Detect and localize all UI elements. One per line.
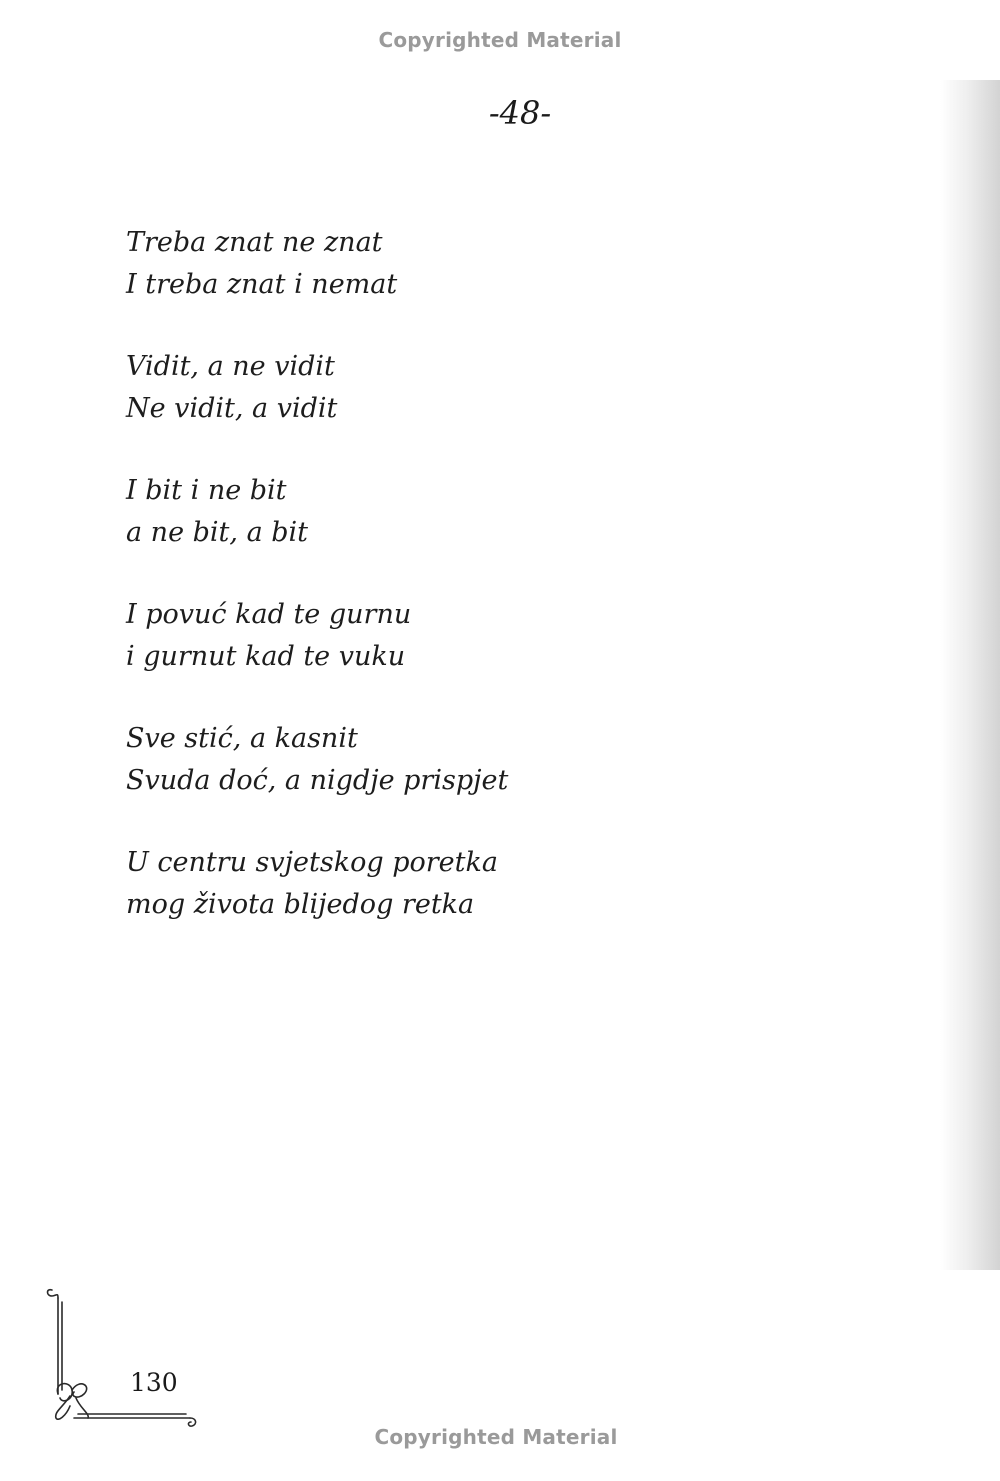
poem-line: Vidit, a ne vidit	[126, 351, 335, 382]
poem-line: mog života blijedog retka	[126, 889, 475, 920]
stanza-2	[126, 346, 886, 430]
poem-line: I bit i ne bit	[126, 475, 287, 506]
page-edge-shadow	[940, 80, 1000, 1270]
page-number: 130	[130, 1368, 178, 1397]
poem-line: I povuć kad te gurnu	[126, 599, 412, 630]
stanza-1	[126, 222, 886, 306]
poem-line: Ne vidit, a vidit	[126, 393, 338, 424]
watermark-bottom: Copyrighted Material	[374, 1425, 618, 1449]
corner-flourish-icon	[40, 1282, 210, 1442]
poem-line: i gurnut kad te vuku	[126, 641, 406, 672]
poem-number: -48-	[488, 94, 552, 132]
stanza-6	[126, 842, 886, 926]
poem-line: I treba znat i nemat	[126, 269, 398, 300]
poem-line: Sve stić, a kasnit	[126, 723, 358, 754]
stanza-5	[126, 718, 886, 802]
watermark-top: Copyrighted Material	[378, 28, 622, 52]
stanza-4	[126, 594, 886, 678]
stanza-3	[126, 470, 886, 554]
poem-line: Treba znat ne znat	[126, 227, 383, 258]
poem-line: Svuda doć, a nigdje prispjet	[126, 765, 509, 796]
poem-line: U centru svjetskog poretka	[126, 847, 498, 878]
poem-line: a ne bit, a bit	[126, 517, 309, 548]
poem-body	[126, 222, 886, 966]
